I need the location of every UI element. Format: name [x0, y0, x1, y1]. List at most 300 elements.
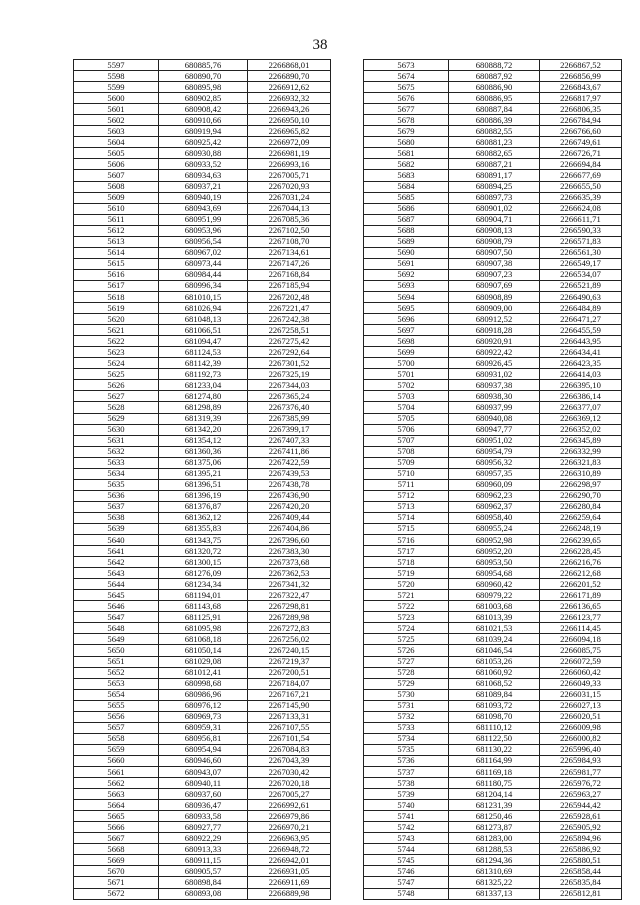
x-coordinate-cell: 680893,08 — [159, 888, 248, 899]
y-coordinate-cell: 2267031,24 — [248, 192, 331, 203]
point-number-cell: 5705 — [364, 413, 449, 424]
x-coordinate-cell: 680886,90 — [449, 82, 540, 93]
point-number-cell: 5715 — [364, 523, 449, 534]
y-coordinate-cell: 2266000,82 — [540, 733, 622, 744]
table-row — [74, 435, 331, 446]
x-coordinate-cell: 681395,21 — [159, 468, 248, 479]
point-number-cell: 5613 — [74, 236, 159, 247]
x-coordinate-cell: 680890,70 — [159, 71, 248, 82]
y-coordinate-cell: 2265996,40 — [540, 744, 622, 755]
table-row — [364, 71, 622, 82]
table-row — [74, 336, 331, 347]
point-number-cell: 5649 — [74, 634, 159, 645]
point-number-cell: 5658 — [74, 733, 159, 744]
table-row — [74, 236, 331, 247]
y-coordinate-cell: 2267298,81 — [248, 601, 331, 612]
x-coordinate-cell: 680912,52 — [449, 314, 540, 325]
table-row — [74, 93, 331, 104]
point-number-cell: 5654 — [74, 689, 159, 700]
y-coordinate-cell: 2266611,71 — [540, 214, 622, 225]
x-coordinate-cell: 680886,39 — [449, 115, 540, 126]
point-number-cell: 5747 — [364, 877, 449, 888]
point-number-cell: 5603 — [74, 126, 159, 137]
y-coordinate-cell: 2267044,13 — [248, 203, 331, 214]
x-coordinate-cell: 681039,24 — [449, 634, 540, 645]
y-coordinate-cell: 2267030,42 — [248, 767, 331, 778]
x-coordinate-cell: 681095,98 — [159, 623, 248, 634]
x-coordinate-cell: 680962,37 — [449, 501, 540, 512]
y-coordinate-cell: 2267133,31 — [248, 711, 331, 722]
y-coordinate-cell: 2266931,05 — [248, 866, 331, 877]
point-number-cell: 5633 — [74, 457, 159, 468]
point-number-cell: 5618 — [74, 291, 159, 302]
point-number-cell: 5609 — [74, 192, 159, 203]
x-coordinate-cell: 680937,99 — [449, 402, 540, 413]
table-row — [364, 656, 622, 667]
y-coordinate-cell: 2266060,42 — [540, 667, 622, 678]
table-row — [364, 811, 622, 822]
x-coordinate-cell: 681298,89 — [159, 402, 248, 413]
point-number-cell: 5687 — [364, 214, 449, 225]
table-row — [74, 634, 331, 645]
y-coordinate-cell: 2265981,77 — [540, 767, 622, 778]
x-coordinate-cell: 680954,79 — [449, 446, 540, 457]
table-row — [364, 280, 622, 291]
point-number-cell: 5675 — [364, 82, 449, 93]
x-coordinate-cell: 681098,70 — [449, 711, 540, 722]
table-row — [74, 214, 331, 225]
y-coordinate-cell: 2266171,89 — [540, 590, 622, 601]
y-coordinate-cell: 2266766,60 — [540, 126, 622, 137]
table-row — [74, 689, 331, 700]
x-coordinate-cell: 681273,87 — [449, 822, 540, 833]
x-coordinate-cell: 680908,89 — [449, 291, 540, 302]
y-coordinate-cell: 2266950,10 — [248, 115, 331, 126]
y-coordinate-cell: 2265858,44 — [540, 866, 622, 877]
point-number-cell: 5600 — [74, 93, 159, 104]
point-number-cell: 5712 — [364, 490, 449, 501]
table-row — [364, 258, 622, 269]
table-row — [364, 369, 622, 380]
x-coordinate-cell: 680943,07 — [159, 767, 248, 778]
table-row — [74, 767, 331, 778]
table-row — [74, 424, 331, 435]
point-number-cell: 5693 — [364, 280, 449, 291]
y-coordinate-cell: 2266981,19 — [248, 148, 331, 159]
table-row — [74, 733, 331, 744]
table-row — [74, 280, 331, 291]
table-row — [364, 678, 622, 689]
x-coordinate-cell: 680940,19 — [159, 192, 248, 203]
point-number-cell: 5662 — [74, 778, 159, 789]
table-row — [364, 137, 622, 148]
table-row — [74, 800, 331, 811]
x-coordinate-cell: 681066,51 — [159, 325, 248, 336]
y-coordinate-cell: 2265894,96 — [540, 833, 622, 844]
y-coordinate-cell: 2266020,51 — [540, 711, 622, 722]
table-row — [364, 60, 622, 71]
point-number-cell: 5730 — [364, 689, 449, 700]
y-coordinate-cell: 2267185,94 — [248, 280, 331, 291]
y-coordinate-cell: 2267147,26 — [248, 258, 331, 269]
x-coordinate-cell: 680891,17 — [449, 170, 540, 181]
table-row — [74, 148, 331, 159]
table-row — [74, 546, 331, 557]
point-number-cell: 5647 — [74, 612, 159, 623]
point-number-cell: 5734 — [364, 733, 449, 744]
point-number-cell: 5681 — [364, 148, 449, 159]
y-coordinate-cell: 2267043,39 — [248, 755, 331, 766]
x-coordinate-cell: 680951,99 — [159, 214, 248, 225]
x-coordinate-cell: 680959,31 — [159, 722, 248, 733]
x-coordinate-cell: 681300,15 — [159, 557, 248, 568]
point-number-cell: 5659 — [74, 744, 159, 755]
table-row — [364, 159, 622, 170]
table-row — [74, 402, 331, 413]
table-row — [74, 656, 331, 667]
table-row — [364, 523, 622, 534]
x-coordinate-cell: 680954,68 — [449, 568, 540, 579]
x-coordinate-cell: 681276,09 — [159, 568, 248, 579]
table-row — [364, 789, 622, 800]
y-coordinate-cell: 2267420,20 — [248, 501, 331, 512]
y-coordinate-cell: 2267020,93 — [248, 181, 331, 192]
y-coordinate-cell: 2266970,21 — [248, 822, 331, 833]
table-row — [364, 512, 622, 523]
y-coordinate-cell: 2266549,17 — [540, 258, 622, 269]
point-number-cell: 5737 — [364, 767, 449, 778]
x-coordinate-cell: 681343,75 — [159, 535, 248, 546]
x-coordinate-cell: 680956,54 — [159, 236, 248, 247]
table-row — [364, 645, 622, 656]
point-number-cell: 5676 — [364, 93, 449, 104]
y-coordinate-cell: 2267325,19 — [248, 369, 331, 380]
x-coordinate-cell: 681012,41 — [159, 667, 248, 678]
y-coordinate-cell: 2267289,98 — [248, 612, 331, 623]
x-coordinate-cell: 681192,73 — [159, 369, 248, 380]
table-row — [364, 170, 622, 181]
y-coordinate-cell: 2267145,90 — [248, 700, 331, 711]
y-coordinate-cell: 2266726,71 — [540, 148, 622, 159]
x-coordinate-cell: 681354,12 — [159, 435, 248, 446]
y-coordinate-cell: 2266655,50 — [540, 181, 622, 192]
table-row — [364, 778, 622, 789]
point-number-cell: 5621 — [74, 325, 159, 336]
table-row — [74, 612, 331, 623]
y-coordinate-cell: 2266423,35 — [540, 358, 622, 369]
point-number-cell: 5624 — [74, 358, 159, 369]
point-number-cell: 5738 — [364, 778, 449, 789]
point-number-cell: 5644 — [74, 579, 159, 590]
table-row — [74, 755, 331, 766]
table-row — [364, 755, 622, 766]
x-coordinate-cell: 681360,36 — [159, 446, 248, 457]
table-row — [74, 722, 331, 733]
x-coordinate-cell: 681053,26 — [449, 656, 540, 667]
x-coordinate-cell: 680998,68 — [159, 678, 248, 689]
table-row — [74, 181, 331, 192]
coordinates-table-right — [363, 59, 622, 900]
point-number-cell: 5690 — [364, 247, 449, 258]
table-row — [74, 303, 331, 314]
point-number-cell: 5719 — [364, 568, 449, 579]
x-coordinate-cell: 680947,77 — [449, 424, 540, 435]
x-coordinate-cell: 680940,11 — [159, 778, 248, 789]
point-number-cell: 5623 — [74, 347, 159, 358]
y-coordinate-cell: 2266932,32 — [248, 93, 331, 104]
x-coordinate-cell: 680956,32 — [449, 457, 540, 468]
y-coordinate-cell: 2266443,95 — [540, 336, 622, 347]
x-coordinate-cell: 680919,94 — [159, 126, 248, 137]
y-coordinate-cell: 2267108,70 — [248, 236, 331, 247]
point-number-cell: 5739 — [364, 789, 449, 800]
point-number-cell: 5652 — [74, 667, 159, 678]
x-coordinate-cell: 681396,19 — [159, 490, 248, 501]
x-coordinate-cell: 680908,42 — [159, 104, 248, 115]
y-coordinate-cell: 2267107,55 — [248, 722, 331, 733]
y-coordinate-cell: 2265905,92 — [540, 822, 622, 833]
x-coordinate-cell: 681048,13 — [159, 314, 248, 325]
y-coordinate-cell: 2267242,38 — [248, 314, 331, 325]
point-number-cell: 5728 — [364, 667, 449, 678]
x-coordinate-cell: 680958,40 — [449, 512, 540, 523]
x-coordinate-cell: 681026,94 — [159, 303, 248, 314]
table-row — [364, 468, 622, 479]
table-row — [364, 722, 622, 733]
x-coordinate-cell: 681124,53 — [159, 347, 248, 358]
y-coordinate-cell: 2265928,61 — [540, 811, 622, 822]
y-coordinate-cell: 2266248,19 — [540, 523, 622, 534]
table-row — [364, 391, 622, 402]
table-row — [364, 612, 622, 623]
table-row — [74, 126, 331, 137]
y-coordinate-cell: 2265812,81 — [540, 888, 622, 899]
y-coordinate-cell: 2266843,67 — [540, 82, 622, 93]
table-row — [364, 435, 622, 446]
point-number-cell: 5635 — [74, 479, 159, 490]
y-coordinate-cell: 2266856,99 — [540, 71, 622, 82]
point-number-cell: 5641 — [74, 546, 159, 557]
point-number-cell: 5679 — [364, 126, 449, 137]
x-coordinate-cell: 680902,85 — [159, 93, 248, 104]
y-coordinate-cell: 2266972,09 — [248, 137, 331, 148]
x-coordinate-cell: 680960,42 — [449, 579, 540, 590]
table-row — [74, 700, 331, 711]
x-coordinate-cell: 680953,96 — [159, 225, 248, 236]
x-coordinate-cell: 680907,23 — [449, 269, 540, 280]
y-coordinate-cell: 2266943,26 — [248, 104, 331, 115]
point-number-cell: 5672 — [74, 888, 159, 899]
x-coordinate-cell: 680976,12 — [159, 700, 248, 711]
x-coordinate-cell: 680955,24 — [449, 523, 540, 534]
table-row — [74, 325, 331, 336]
y-coordinate-cell: 2266534,07 — [540, 269, 622, 280]
table-row — [364, 358, 622, 369]
point-number-cell: 5674 — [364, 71, 449, 82]
table-row — [364, 711, 622, 722]
x-coordinate-cell: 680973,44 — [159, 258, 248, 269]
point-number-cell: 5626 — [74, 380, 159, 391]
y-coordinate-cell: 2266965,82 — [248, 126, 331, 137]
x-coordinate-cell: 680952,20 — [449, 546, 540, 557]
y-coordinate-cell: 2266963,95 — [248, 833, 331, 844]
y-coordinate-cell: 2266414,03 — [540, 369, 622, 380]
table-row — [74, 203, 331, 214]
x-coordinate-cell: 681375,06 — [159, 457, 248, 468]
x-coordinate-cell: 681250,46 — [449, 811, 540, 822]
table-row — [364, 888, 622, 899]
table-row — [74, 501, 331, 512]
y-coordinate-cell: 2265835,84 — [540, 877, 622, 888]
point-number-cell: 5684 — [364, 181, 449, 192]
x-coordinate-cell: 680936,47 — [159, 800, 248, 811]
table-row — [364, 291, 622, 302]
table-row — [74, 811, 331, 822]
y-coordinate-cell: 2267301,52 — [248, 358, 331, 369]
table-row — [364, 689, 622, 700]
x-coordinate-cell: 680969,73 — [159, 711, 248, 722]
y-coordinate-cell: 2267168,84 — [248, 269, 331, 280]
y-coordinate-cell: 2266868,01 — [248, 60, 331, 71]
y-coordinate-cell: 2266912,62 — [248, 82, 331, 93]
y-coordinate-cell: 2266212,68 — [540, 568, 622, 579]
point-number-cell: 5629 — [74, 413, 159, 424]
point-number-cell: 5742 — [364, 822, 449, 833]
y-coordinate-cell: 2266239,65 — [540, 535, 622, 546]
y-coordinate-cell: 2267396,60 — [248, 535, 331, 546]
point-number-cell: 5669 — [74, 855, 159, 866]
y-coordinate-cell: 2267341,32 — [248, 579, 331, 590]
x-coordinate-cell: 680954,94 — [159, 744, 248, 755]
table-row — [74, 789, 331, 800]
point-number-cell: 5718 — [364, 557, 449, 568]
x-coordinate-cell: 680911,15 — [159, 855, 248, 866]
table-row — [74, 512, 331, 523]
x-coordinate-cell: 680937,60 — [159, 789, 248, 800]
x-coordinate-cell: 680882,65 — [449, 148, 540, 159]
table-row — [74, 557, 331, 568]
point-number-cell: 5723 — [364, 612, 449, 623]
x-coordinate-cell: 680922,42 — [449, 347, 540, 358]
point-number-cell: 5741 — [364, 811, 449, 822]
point-number-cell: 5725 — [364, 634, 449, 645]
y-coordinate-cell: 2267167,21 — [248, 689, 331, 700]
table-row — [364, 203, 622, 214]
point-number-cell: 5640 — [74, 535, 159, 546]
table-row — [74, 446, 331, 457]
point-number-cell: 5696 — [364, 314, 449, 325]
x-coordinate-cell: 680926,45 — [449, 358, 540, 369]
point-number-cell: 5648 — [74, 623, 159, 634]
y-coordinate-cell: 2267184,07 — [248, 678, 331, 689]
y-coordinate-cell: 2267344,03 — [248, 380, 331, 391]
y-coordinate-cell: 2266867,52 — [540, 60, 622, 71]
x-coordinate-cell: 680888,72 — [449, 60, 540, 71]
point-number-cell: 5642 — [74, 557, 159, 568]
table-row — [74, 71, 331, 82]
y-coordinate-cell: 2266624,08 — [540, 203, 622, 214]
y-coordinate-cell: 2267292,64 — [248, 347, 331, 358]
x-coordinate-cell: 681010,15 — [159, 291, 248, 302]
point-number-cell: 5668 — [74, 844, 159, 855]
point-number-cell: 5631 — [74, 435, 159, 446]
x-coordinate-cell: 680913,33 — [159, 844, 248, 855]
table-row — [74, 778, 331, 789]
right-table-body — [364, 60, 622, 900]
table-row — [364, 424, 622, 435]
y-coordinate-cell: 2266490,63 — [540, 291, 622, 302]
y-coordinate-cell: 2266085,75 — [540, 645, 622, 656]
y-coordinate-cell: 2266321,83 — [540, 457, 622, 468]
point-number-cell: 5650 — [74, 645, 159, 656]
point-number-cell: 5657 — [74, 722, 159, 733]
x-coordinate-cell: 680933,58 — [159, 811, 248, 822]
y-coordinate-cell: 2266993,16 — [248, 159, 331, 170]
table-row — [364, 192, 622, 203]
y-coordinate-cell: 2266332,99 — [540, 446, 622, 457]
point-number-cell: 5667 — [74, 833, 159, 844]
y-coordinate-cell: 2266228,45 — [540, 546, 622, 557]
y-coordinate-cell: 2267439,53 — [248, 468, 331, 479]
table-row — [364, 457, 622, 468]
y-coordinate-cell: 2267436,90 — [248, 490, 331, 501]
x-coordinate-cell: 680930,88 — [159, 148, 248, 159]
x-coordinate-cell: 680886,95 — [449, 93, 540, 104]
x-coordinate-cell: 681274,80 — [159, 391, 248, 402]
point-number-cell: 5661 — [74, 767, 159, 778]
table-row — [364, 557, 622, 568]
y-coordinate-cell: 2266561,30 — [540, 247, 622, 258]
y-coordinate-cell: 2266694,84 — [540, 159, 622, 170]
y-coordinate-cell: 2267101,54 — [248, 733, 331, 744]
y-coordinate-cell: 2266386,14 — [540, 391, 622, 402]
table-row — [74, 667, 331, 678]
y-coordinate-cell: 2267221,47 — [248, 303, 331, 314]
x-coordinate-cell: 680910,66 — [159, 115, 248, 126]
table-row — [74, 314, 331, 325]
y-coordinate-cell: 2267404,86 — [248, 523, 331, 534]
table-row — [364, 115, 622, 126]
point-number-cell: 5722 — [364, 601, 449, 612]
table-row — [74, 744, 331, 755]
x-coordinate-cell: 680887,84 — [449, 104, 540, 115]
y-coordinate-cell: 2267240,15 — [248, 645, 331, 656]
point-number-cell: 5607 — [74, 170, 159, 181]
table-row — [74, 568, 331, 579]
x-coordinate-cell: 680927,77 — [159, 822, 248, 833]
table-row — [364, 546, 622, 557]
y-coordinate-cell: 2266635,39 — [540, 192, 622, 203]
y-coordinate-cell: 2266094,18 — [540, 634, 622, 645]
point-number-cell: 5709 — [364, 457, 449, 468]
point-number-cell: 5602 — [74, 115, 159, 126]
y-coordinate-cell: 2265963,27 — [540, 789, 622, 800]
x-coordinate-cell: 680897,73 — [449, 192, 540, 203]
x-coordinate-cell: 681325,22 — [449, 877, 540, 888]
point-number-cell: 5677 — [364, 104, 449, 115]
y-coordinate-cell: 2267411,86 — [248, 446, 331, 457]
x-coordinate-cell: 681013,39 — [449, 612, 540, 623]
point-number-cell: 5746 — [364, 866, 449, 877]
point-number-cell: 5701 — [364, 369, 449, 380]
point-number-cell: 5707 — [364, 435, 449, 446]
y-coordinate-cell: 2267134,61 — [248, 247, 331, 258]
x-coordinate-cell: 681089,84 — [449, 689, 540, 700]
x-coordinate-cell: 680925,42 — [159, 137, 248, 148]
point-number-cell: 5729 — [364, 678, 449, 689]
point-number-cell: 5620 — [74, 314, 159, 325]
x-coordinate-cell: 681029,08 — [159, 656, 248, 667]
